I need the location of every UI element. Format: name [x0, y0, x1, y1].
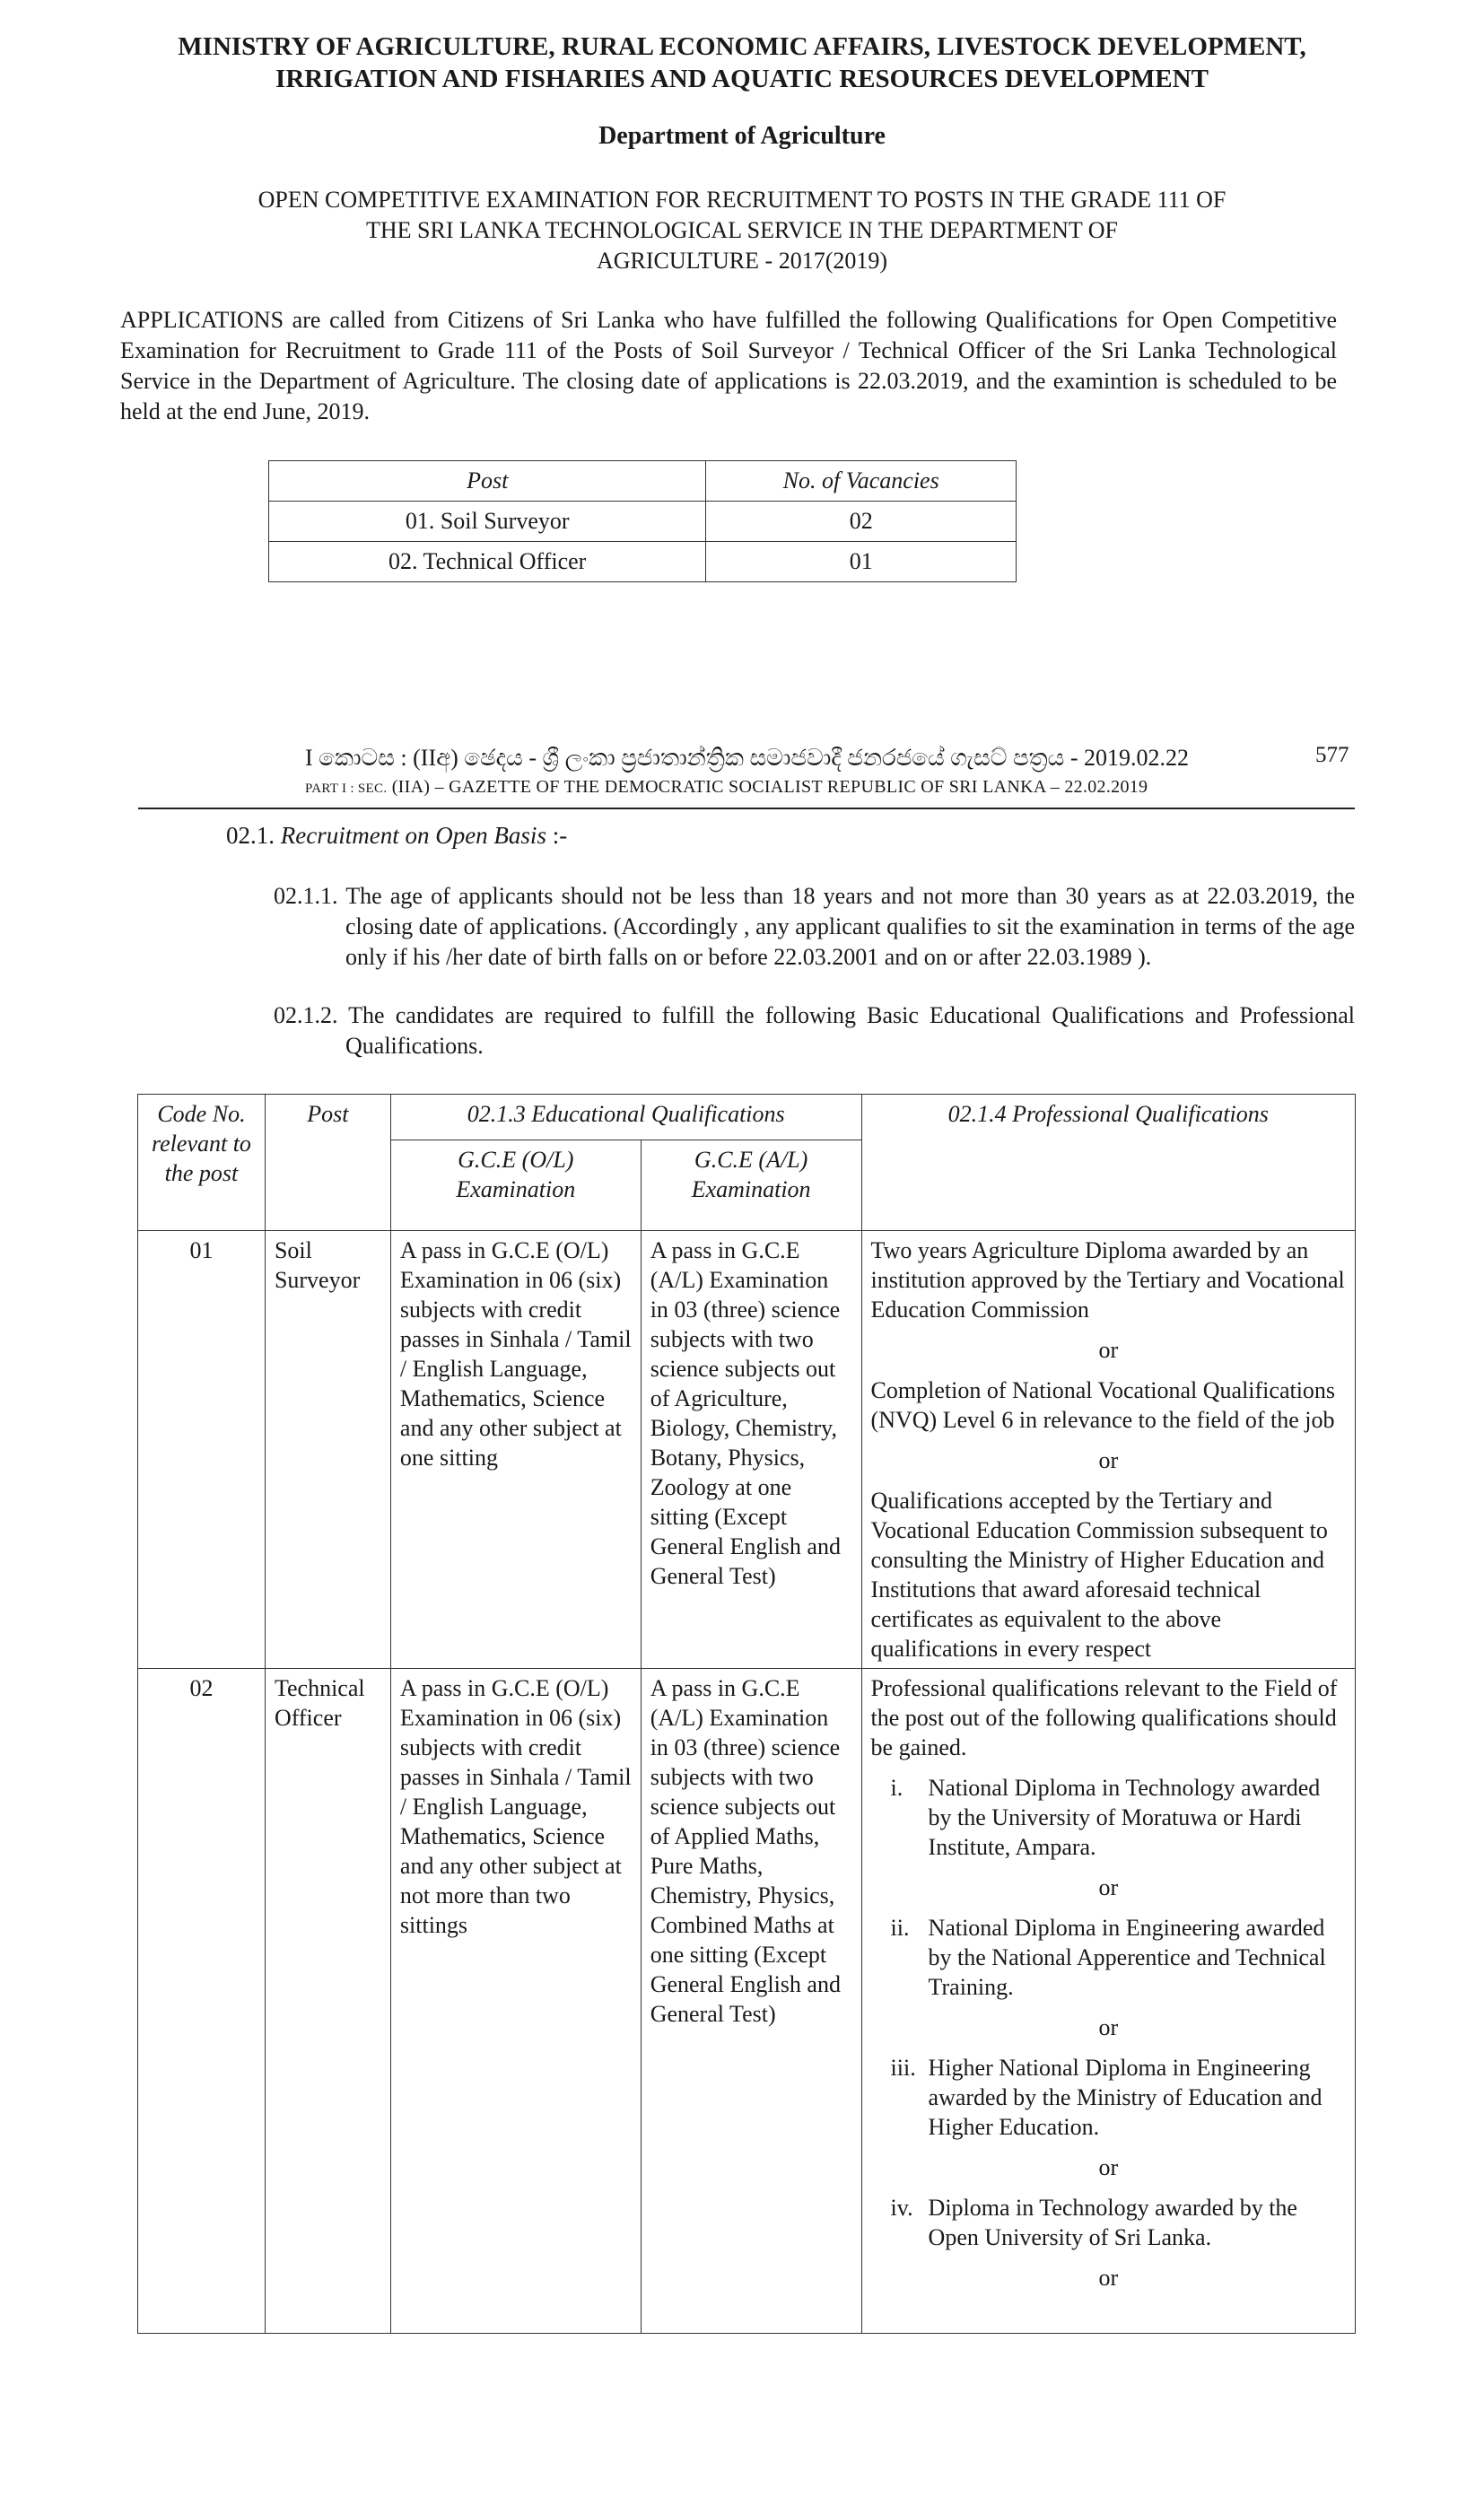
- header-divider: [138, 808, 1355, 809]
- exam-title: [188, 185, 1296, 276]
- row-al-qualification: A pass in G.C.E (A/L) Examination in 03 (three) science subjects with two science subjects out of Applied Maths, Pure Maths, Chemistry, Physics, Combined Maths at one sitting (Except General English and General Test): [641, 1669, 861, 2334]
- list-item-number: i.: [890, 1775, 903, 1801]
- prof-option: Two years Agriculture Diploma awarded by an institution approved by the Tertiary and Vocational Education Commission: [870, 1237, 1345, 1323]
- exam-title-line-2: THE SRI LANKA TECHNOLOGICAL SERVICE IN THE DEPARTMENT OF: [365, 217, 1118, 243]
- section-suffix: :-: [552, 822, 568, 849]
- or-separator: or: [1098, 2154, 1119, 2180]
- row-ol-qualification: A pass in G.C.E (O/L) Examination in 06 (six) subjects with credit passes in Sinhala / Tamil / English Language, Mathematics, Science and any other subject at not more than two sittings: [390, 1669, 641, 2334]
- page-number: 577: [1315, 743, 1349, 767]
- prof-intro: Professional qualifications relevant to the Field of the post out of the following qualifications should be gained.: [870, 1675, 1338, 1760]
- list-item: [871, 1913, 1346, 2002]
- or-separator: or: [1098, 1874, 1119, 1900]
- list-item-text: National Diploma in Technology awarded by the University of Moratuwa or Hardi Institute, Ampara.: [928, 1775, 1321, 1860]
- header-professional: 02.1.4 Professional Qualifications: [861, 1095, 1355, 1231]
- list-item-text: National Diploma in Engineering awarded by the National Apperentice and Technical Training.: [928, 1915, 1326, 2000]
- gazette-header-english: [305, 777, 1148, 798]
- or-separator: or: [1098, 2014, 1119, 2040]
- table-row: [269, 542, 1017, 582]
- table-row: [138, 1669, 1356, 2334]
- or-separator: or: [1098, 1337, 1119, 1363]
- row-ol-qualification: A pass in G.C.E (O/L) Examination in 06 (six) subjects with credit passes in Sinhala / Tamil / English Language, Mathematics, Science and any other subject at one sitting: [390, 1231, 641, 1669]
- ministry-title: [99, 31, 1385, 95]
- vacancies-header-post: Post: [269, 461, 706, 502]
- header-post: Post: [265, 1095, 390, 1231]
- department-title: Department of Agriculture: [598, 122, 886, 150]
- header-educational: 02.1.3 Educational Qualifications: [390, 1095, 861, 1140]
- qualifications-header-row: [138, 1095, 1356, 1140]
- row-professional-qualification: [861, 1231, 1355, 1669]
- header-al: G.C.E (A/L) Examination: [641, 1140, 861, 1231]
- table-row: [138, 1231, 1356, 1669]
- list-item: [871, 2193, 1346, 2252]
- list-item-number: ii.: [890, 1915, 910, 1941]
- row-post: Soil Surveyor: [265, 1231, 390, 1669]
- table-row: [269, 502, 1017, 542]
- list-item: [871, 2053, 1346, 2142]
- list-item-number: iii.: [890, 2055, 916, 2081]
- header-code: Code No. relevant to the post: [138, 1095, 266, 1231]
- row-professional-qualification: [861, 1669, 1355, 2334]
- row-code: 01: [138, 1231, 266, 1669]
- qualifications-table: [137, 1094, 1356, 2334]
- vacancy-post: 01. Soil Surveyor: [269, 502, 706, 542]
- section-heading: [226, 822, 567, 850]
- section-title: Recruitment on Open Basis: [280, 822, 546, 849]
- gazette-header-part: PART I : SEC.: [305, 782, 388, 796]
- vacancies-header-row: [269, 461, 1017, 502]
- qualifications-intro-paragraph: 02.1.2. The candidates are required to fulfill the following Basic Educational Qualifications and Professional Qualifications.: [274, 1002, 1355, 1059]
- row-al-qualification: A pass in G.C.E (A/L) Examination in 03 (three) science subjects with two science subjects out of Agriculture, Biology, Chemistry, Botany, Physics, Zoology at one sitting (Except General English and General Test): [641, 1231, 861, 1669]
- gazette-header-rest: (IIA) – GAZETTE OF THE DEMOCRATIC SOCIALIST REPUBLIC OF SRI LANKA – 22.02.2019: [391, 777, 1148, 797]
- header-ol: G.C.E (O/L) Examination: [390, 1140, 641, 1231]
- ministry-line-2: IRRIGATION AND FISHARIES AND AQUATIC RESOURCES DEVELOPMENT: [275, 65, 1209, 93]
- row-post: Technical Officer: [265, 1669, 390, 2334]
- prof-option: Completion of National Vocational Qualifications (NVQ) Level 6 in relevance to the field of the job: [870, 1377, 1336, 1433]
- list-item-number: iv.: [890, 2195, 913, 2221]
- vacancies-table: [268, 460, 1017, 582]
- vacancy-count: 01: [706, 542, 1017, 582]
- section-number: 02.1.: [226, 822, 275, 849]
- vacancy-post: 02. Technical Officer: [269, 542, 706, 582]
- exam-title-line-3: AGRICULTURE - 2017(2019): [596, 248, 888, 274]
- list-item-text: Diploma in Technology awarded by the Open University of Sri Lanka.: [928, 2195, 1297, 2250]
- or-separator: or: [1098, 2265, 1119, 2291]
- intro-paragraph: APPLICATIONS are called from Citizens of Sri Lanka who have fulfilled the following Qualifications for Open Competitive Examination for Recruitment to Grade 111 of the Posts of Soil Surveyor / Technical Officer of the Sri Lanka Technological Service in the Department of Agriculture. The closing date of applications is 22.03.2019, and the examintion is scheduled to be held at the end June, 2019.: [120, 307, 1337, 424]
- list-item-text: Higher National Diploma in Engineering awarded by the Ministry of Education and Higher Education.: [928, 2055, 1323, 2140]
- row-code: 02: [138, 1669, 266, 2334]
- exam-title-line-1: OPEN COMPETITIVE EXAMINATION FOR RECRUITMENT TO POSTS IN THE GRADE 111 OF: [258, 187, 1226, 213]
- prof-option: Qualifications accepted by the Tertiary and Vocational Education Commission subsequent to consulting the Ministry of Higher Education and Institutions that award aforesaid technical certificates as equivalent to the above qualifications in every respect: [870, 1488, 1328, 1662]
- or-separator: or: [1098, 1447, 1119, 1473]
- gazette-header-sinhala: I කොටස : (IIඅ) ඡෙදය - ශ්‍රී ලංකා ප්‍රජාතාන්ත්‍රික සමාජවාදී ජනරජයේ ගැසට් පත්‍රය - 2019.02.22: [305, 745, 1190, 771]
- ministry-line-1: MINISTRY OF AGRICULTURE, RURAL ECONOMIC AFFAIRS, LIVESTOCK DEVELOPMENT,: [178, 32, 1306, 61]
- vacancy-count: 02: [706, 502, 1017, 542]
- list-item: [871, 1773, 1346, 1862]
- vacancies-header-count: No. of Vacancies: [706, 461, 1017, 502]
- age-requirement-paragraph: 02.1.1. The age of applicants should not be less than 18 years and not more than 30 years as at 22.03.2019, the closing date of applications. (Accordingly , any applicant qualifies to sit the examination in terms of the age only if his /her date of birth falls on or before 22.03.2001 and on or after 22.03.1989 ).: [274, 883, 1355, 970]
